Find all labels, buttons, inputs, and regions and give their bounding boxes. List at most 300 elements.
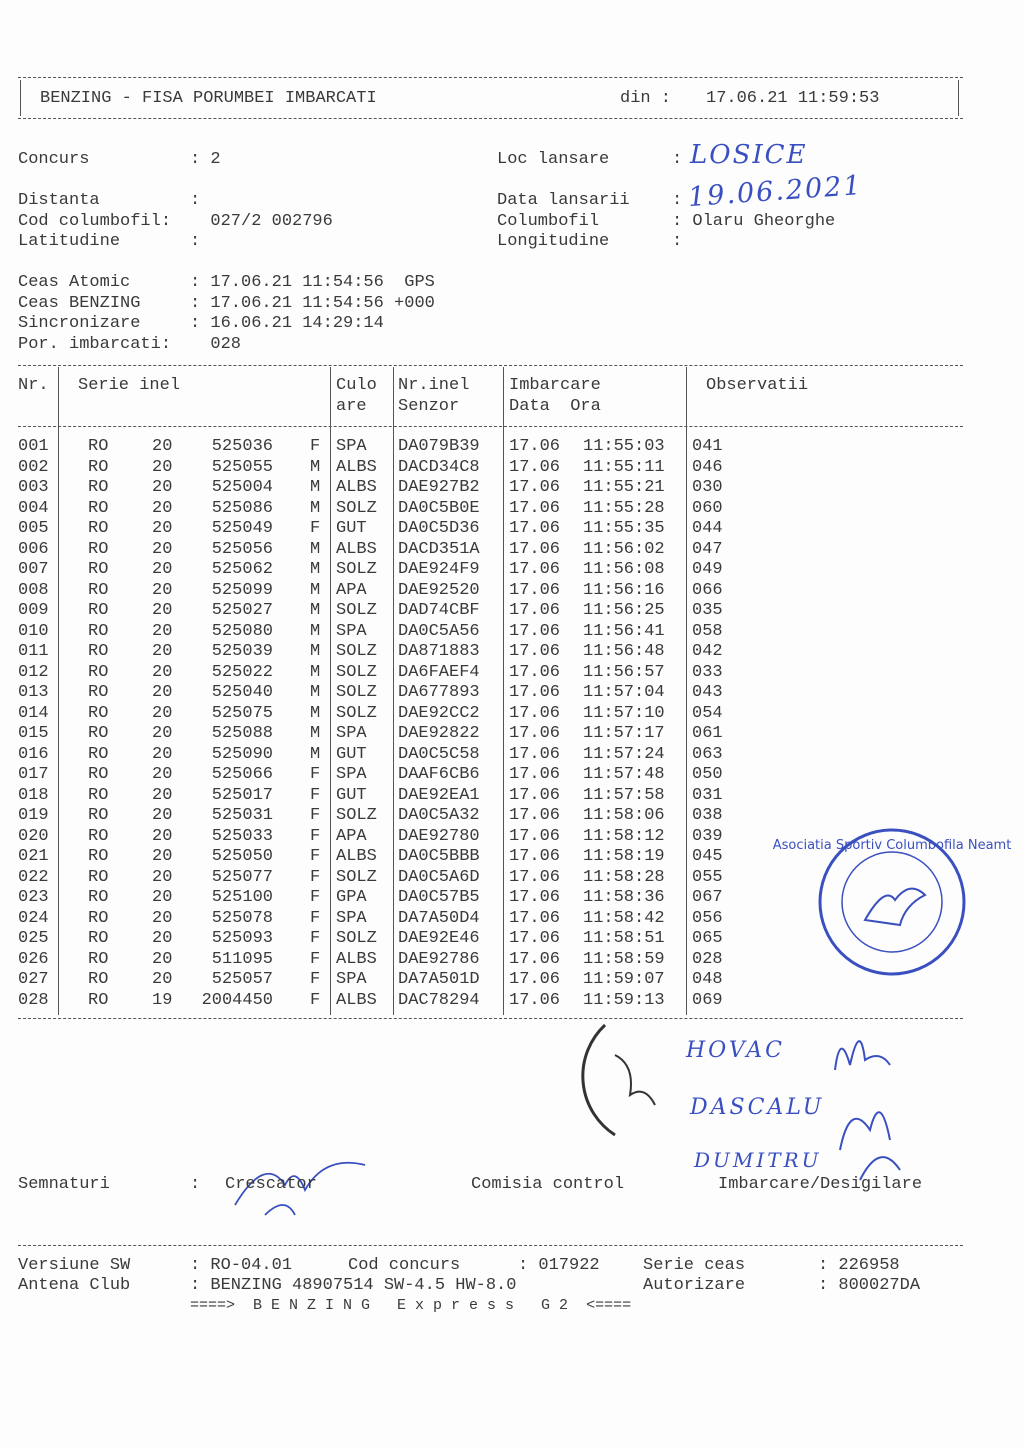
cell-sex: M — [310, 724, 321, 743]
loc-label: Loc lansare — [497, 150, 610, 169]
cod-value: 027/2 002796 — [210, 212, 333, 231]
cell-year: 20 — [152, 806, 173, 825]
cell-senzor: DAE92780 — [398, 826, 480, 846]
cell-observatii: 060 — [692, 498, 723, 518]
cell-culoare: ALBS — [336, 990, 377, 1010]
cell-data: 17.06 — [509, 621, 561, 641]
table-row — [0, 622, 1024, 642]
cell-year: 20 — [152, 744, 173, 764]
stamp-text: Asociatia Sportiv Columbofila Neamt — [772, 838, 1012, 853]
commission-name-1: HOVAC — [686, 1038, 785, 1063]
cell-culoare: APA — [336, 826, 367, 846]
cod-concurs-value: : 017922 — [518, 1256, 600, 1275]
cell-ora: 11:57:04 — [583, 683, 665, 702]
footer-divider — [18, 1245, 963, 1246]
cell-sex: M — [310, 621, 321, 641]
cell-data: 17.06 — [509, 929, 561, 948]
header-senzor: Senzor — [398, 397, 460, 416]
cell-data: 17.06 — [509, 519, 561, 538]
cell-country: RO — [88, 601, 109, 620]
cell-culoare: GUT — [336, 744, 367, 764]
cell-ora: 11:55:11 — [583, 457, 665, 477]
cell-nr: 005 — [18, 519, 49, 538]
table-row — [0, 704, 1024, 724]
cell-ring: 525056 — [211, 539, 273, 559]
document-title: BENZING - FISA PORUMBEI IMBARCATI — [40, 89, 377, 108]
cell-ring: 525086 — [211, 498, 273, 518]
versiune-value: : RO-04.01 — [190, 1256, 293, 1275]
cell-ring: 525099 — [211, 580, 273, 600]
cell-senzor: DAE924F9 — [398, 560, 480, 579]
crescator-label: Crescator — [225, 1175, 317, 1194]
cell-data: 17.06 — [509, 683, 561, 702]
cell-ora: 11:55:35 — [583, 519, 665, 538]
cell-ora: 11:58:59 — [583, 949, 665, 969]
cell-senzor: DA7A501D — [398, 970, 480, 989]
cell-data: 17.06 — [509, 580, 561, 600]
cell-data: 17.06 — [509, 908, 561, 928]
divider — [20, 80, 21, 116]
cell-country: RO — [88, 437, 109, 456]
cell-sex: M — [310, 703, 321, 723]
longitudine-colon: : — [672, 232, 683, 251]
cell-country: RO — [88, 683, 109, 702]
cell-year: 20 — [152, 457, 173, 477]
cell-ora: 11:56:48 — [583, 642, 665, 661]
cell-country: RO — [88, 519, 109, 538]
header-imbarcare: Imbarcare — [509, 376, 601, 395]
cell-country: RO — [88, 724, 109, 743]
benzing-express-banner: ====> B E N Z I N G E x p r e s s G 2 <==== — [190, 1297, 632, 1314]
cell-observatii: 041 — [692, 437, 723, 456]
distanta-colon: : — [190, 191, 201, 210]
cell-year: 20 — [152, 437, 173, 456]
din-value: 17.06.21 11:59:53 — [706, 89, 880, 108]
cell-ring: 525040 — [211, 683, 273, 702]
cell-ring: 525080 — [211, 621, 273, 641]
cell-nr: 008 — [18, 580, 49, 600]
cell-sex: M — [310, 683, 321, 702]
commission-name-2: DASCALU — [690, 1095, 825, 1120]
cell-culoare: SOLZ — [336, 601, 377, 620]
concurs-value: : 2 — [190, 150, 221, 169]
cell-ora: 11:58:12 — [583, 826, 665, 846]
imbarcati-value: 028 — [210, 335, 242, 354]
cell-country: RO — [88, 642, 109, 661]
cell-ring: 525066 — [211, 765, 273, 784]
serie-ceas-value: : 226958 — [818, 1256, 900, 1275]
cell-culoare: ALBS — [336, 478, 377, 497]
cell-ora: 11:59:13 — [583, 990, 665, 1010]
cell-nr: 024 — [18, 908, 49, 928]
latitudine-label: Latitudine — [18, 232, 121, 251]
cell-country: RO — [88, 621, 109, 641]
cell-sex: F — [310, 765, 321, 784]
cell-observatii: 058 — [692, 621, 723, 641]
cell-ora: 11:58:28 — [583, 867, 665, 887]
cell-senzor: DA871883 — [398, 642, 480, 661]
cell-ring: 525027 — [211, 601, 273, 620]
table-row — [0, 519, 1024, 539]
cell-observatii: 048 — [692, 970, 723, 989]
header-culoare-2: are — [336, 397, 367, 416]
cell-ring: 525039 — [211, 642, 273, 661]
cell-culoare: GUT — [336, 785, 367, 805]
cell-culoare: SPA — [336, 724, 367, 743]
cell-year: 20 — [152, 765, 173, 784]
cell-data: 17.06 — [509, 744, 561, 764]
cell-year: 20 — [152, 949, 173, 969]
cell-culoare: SOLZ — [336, 498, 377, 518]
cell-ring: 525090 — [211, 744, 273, 764]
table-row — [0, 765, 1024, 785]
cell-culoare: ALBS — [336, 539, 377, 559]
cell-observatii: 049 — [692, 560, 723, 579]
data-lansarii-label: Data lansarii — [497, 191, 630, 210]
cell-year: 20 — [152, 908, 173, 928]
cell-ora: 11:56:02 — [583, 539, 665, 559]
cell-nr: 019 — [18, 806, 49, 825]
cell-sex: M — [310, 457, 321, 477]
cell-ora: 11:58:36 — [583, 888, 665, 907]
serie-ceas-label: Serie ceas — [643, 1256, 746, 1275]
cell-country: RO — [88, 457, 109, 477]
header-observatii: Observatii — [706, 376, 809, 395]
distanta-label: Distanta — [18, 191, 100, 210]
cell-ora: 11:58:51 — [583, 929, 665, 948]
cell-observatii: 050 — [692, 765, 723, 784]
cell-country: RO — [88, 847, 109, 866]
cell-nr: 004 — [18, 498, 49, 518]
cell-sex: F — [310, 806, 321, 825]
cell-observatii: 046 — [692, 457, 723, 477]
cell-observatii: 069 — [692, 990, 723, 1010]
cell-data: 17.06 — [509, 847, 561, 866]
ceas-atomic-label: Ceas Atomic — [18, 273, 131, 292]
cell-nr: 012 — [18, 662, 49, 682]
cell-data: 17.06 — [509, 437, 561, 456]
cell-observatii: 063 — [692, 744, 723, 764]
cell-observatii: 039 — [692, 826, 723, 846]
header-nr-inel: Nr.inel — [398, 376, 470, 395]
autorizare-value: : 800027DA — [818, 1276, 921, 1295]
cell-ora: 11:59:07 — [583, 970, 665, 989]
cell-sex: F — [310, 785, 321, 805]
ceas-atomic-wrap: : 17.06.21 11:54:56 GPS — [190, 273, 435, 292]
cell-nr: 023 — [18, 888, 49, 907]
cell-observatii: 054 — [692, 703, 723, 723]
cell-year: 20 — [152, 498, 173, 518]
table-row — [0, 806, 1024, 826]
cell-culoare: SOLZ — [336, 683, 377, 702]
cell-data: 17.06 — [509, 806, 561, 825]
cell-observatii: 030 — [692, 478, 723, 497]
cell-observatii: 038 — [692, 806, 723, 825]
table-row — [0, 437, 1024, 457]
cell-sex: M — [310, 498, 321, 518]
cell-ring: 525004 — [211, 478, 273, 497]
cell-data: 17.06 — [509, 785, 561, 805]
cell-sex: F — [310, 867, 321, 887]
cell-data: 17.06 — [509, 601, 561, 620]
ceas-atomic-value: 17.06.21 11:54:56 GPS — [210, 273, 435, 292]
cell-year: 20 — [152, 929, 173, 948]
ceas-benzing-label: Ceas BENZING — [18, 294, 141, 313]
cell-data: 17.06 — [509, 662, 561, 682]
table-top-divider — [18, 365, 963, 366]
cell-observatii: 042 — [692, 642, 723, 661]
cell-senzor: DAE92822 — [398, 724, 480, 743]
cell-ring: 525050 — [211, 847, 273, 866]
cell-nr: 025 — [18, 929, 49, 948]
cell-year: 20 — [152, 785, 173, 805]
cell-ring: 525033 — [211, 826, 273, 846]
cell-country: RO — [88, 744, 109, 764]
cell-data: 17.06 — [509, 539, 561, 559]
table-row — [0, 478, 1024, 498]
cell-data: 17.06 — [509, 826, 561, 846]
cell-data: 17.06 — [509, 703, 561, 723]
cell-ring: 525100 — [211, 888, 273, 907]
cell-ora: 11:57:58 — [583, 785, 665, 805]
cell-ring: 525075 — [211, 703, 273, 723]
data-lansarii-handwritten: 19.06.2021 — [687, 169, 864, 214]
cell-senzor: DAE92E46 — [398, 929, 480, 948]
cod-concurs-label: Cod concurs — [348, 1256, 461, 1275]
cell-sex: F — [310, 908, 321, 928]
cell-ora: 11:56:08 — [583, 560, 665, 579]
cell-ora: 11:57:17 — [583, 724, 665, 743]
cell-observatii: 035 — [692, 601, 723, 620]
cell-country: RO — [88, 478, 109, 497]
comisia-label: Comisia control — [471, 1175, 625, 1194]
table-row — [0, 786, 1024, 806]
cell-year: 20 — [152, 642, 173, 661]
cell-observatii: 028 — [692, 949, 723, 969]
cell-observatii: 047 — [692, 539, 723, 559]
cell-ring: 525055 — [211, 457, 273, 477]
cell-country: RO — [88, 826, 109, 846]
divider — [18, 118, 963, 119]
cell-culoare: SPA — [336, 765, 367, 784]
cell-ring: 525031 — [211, 806, 273, 825]
cell-nr: 027 — [18, 970, 49, 989]
cell-country: RO — [88, 929, 109, 948]
cell-senzor: DA0C5D36 — [398, 519, 480, 538]
cell-country: RO — [88, 662, 109, 682]
cell-observatii: 044 — [692, 519, 723, 538]
cell-culoare: SPA — [336, 437, 367, 456]
cell-sex: M — [310, 601, 321, 620]
cell-year: 19 — [152, 990, 173, 1010]
cell-ring: 525036 — [211, 437, 273, 456]
cell-sex: M — [310, 539, 321, 559]
cell-sex: M — [310, 580, 321, 600]
longitudine-label: Longitudine — [497, 232, 610, 251]
cell-observatii: 067 — [692, 888, 723, 907]
cell-senzor: DAC78294 — [398, 990, 480, 1010]
data-colon: : — [672, 191, 683, 210]
cell-country: RO — [88, 765, 109, 784]
cod-value-wrap — [190, 212, 333, 232]
cell-sex: F — [310, 949, 321, 969]
semnaturi-colon: : — [190, 1175, 201, 1194]
commission-signatures — [820, 1010, 930, 1190]
table-row — [0, 601, 1024, 621]
cell-year: 20 — [152, 539, 173, 559]
cell-ora: 11:55:21 — [583, 478, 665, 497]
cell-nr: 010 — [18, 621, 49, 641]
cell-data: 17.06 — [509, 642, 561, 661]
dove-icon — [865, 889, 925, 925]
table-row — [0, 560, 1024, 580]
cell-sex: F — [310, 929, 321, 948]
cell-ora: 11:57:10 — [583, 703, 665, 723]
cell-senzor: DA7A50D4 — [398, 908, 480, 928]
cell-year: 20 — [152, 621, 173, 641]
cell-nr: 022 — [18, 867, 49, 887]
cell-year: 20 — [152, 867, 173, 887]
cell-observatii: 056 — [692, 908, 723, 928]
cell-nr: 006 — [18, 539, 49, 559]
cell-culoare: SPA — [336, 970, 367, 989]
cell-year: 20 — [152, 478, 173, 497]
sincronizare-value: 16.06.21 14:29:14 — [210, 314, 384, 333]
cell-culoare: SOLZ — [336, 642, 377, 661]
cell-ring: 525078 — [211, 908, 273, 928]
table-header-divider — [18, 426, 963, 427]
header-data-ora: Data Ora — [509, 397, 601, 416]
cell-ring: 525077 — [211, 867, 273, 887]
cell-culoare: SOLZ — [336, 929, 377, 948]
cell-year: 20 — [152, 560, 173, 579]
imbarcati-label: Por. imbarcati: — [18, 335, 172, 354]
cell-sex: M — [310, 662, 321, 682]
cell-senzor: DA0C5A56 — [398, 621, 480, 641]
cell-nr: 021 — [18, 847, 49, 866]
cell-culoare: ALBS — [336, 949, 377, 969]
cell-nr: 009 — [18, 601, 49, 620]
table-row — [0, 458, 1024, 478]
cell-senzor: DAE92CC2 — [398, 703, 480, 723]
cell-senzor: DACD34C8 — [398, 457, 480, 477]
imbarcare-desigilare-label: Imbarcare/Desigilare — [718, 1175, 923, 1194]
cell-country: RO — [88, 888, 109, 907]
sincronizare-wrap: : 16.06.21 14:29:14 — [190, 314, 384, 333]
cell-culoare: SOLZ — [336, 703, 377, 723]
cell-ora: 11:58:42 — [583, 908, 665, 928]
cell-senzor: DAD74CBF — [398, 601, 480, 620]
versiune-label: Versiune SW — [18, 1256, 131, 1275]
cell-ora: 11:56:16 — [583, 580, 665, 600]
cell-observatii: 061 — [692, 724, 723, 743]
cell-senzor: DA677893 — [398, 683, 480, 702]
cell-ora: 11:57:24 — [583, 744, 665, 764]
sincronizare-label: Sincronizare — [18, 314, 141, 333]
cell-ring: 525017 — [211, 785, 273, 805]
cell-ring: 525062 — [211, 560, 273, 579]
cell-country: RO — [88, 703, 109, 723]
cell-senzor: DA0C5C58 — [398, 744, 480, 764]
divider — [958, 80, 959, 116]
cell-senzor: DA0C5A32 — [398, 806, 480, 825]
cell-year: 20 — [152, 601, 173, 620]
cell-sex: M — [310, 478, 321, 497]
stamp-partial — [585, 1015, 695, 1145]
header-nr: Nr. — [18, 376, 49, 395]
table-row — [0, 683, 1024, 703]
cell-culoare: ALBS — [336, 847, 377, 866]
table-row — [0, 991, 1024, 1011]
cell-ora: 11:55:03 — [583, 437, 665, 456]
cell-country: RO — [88, 867, 109, 887]
ceas-benzing-wrap: : 17.06.21 11:54:56 +000 — [190, 294, 435, 313]
loc-value-handwritten: LOSICE — [690, 140, 808, 170]
cell-sex: F — [310, 970, 321, 989]
cell-ring: 525088 — [211, 724, 273, 743]
loc-colon: : — [672, 150, 683, 169]
cell-year: 20 — [152, 847, 173, 866]
cell-senzor: DA0C57B5 — [398, 888, 480, 907]
cell-senzor: DA6FAEF4 — [398, 662, 480, 682]
dove-icon — [615, 1055, 655, 1105]
imbarcati-wrap — [190, 335, 241, 355]
table-row — [0, 663, 1024, 683]
cell-observatii: 055 — [692, 867, 723, 887]
cell-senzor: DAE927B2 — [398, 478, 480, 497]
cell-year: 20 — [152, 580, 173, 600]
table-row — [0, 540, 1024, 560]
association-stamp — [772, 825, 1012, 980]
cell-observatii: 033 — [692, 662, 723, 682]
cell-observatii: 066 — [692, 580, 723, 600]
cell-data: 17.06 — [509, 765, 561, 784]
cell-senzor: DAAF6CB6 — [398, 765, 480, 784]
cell-year: 20 — [152, 683, 173, 702]
cell-country: RO — [88, 498, 109, 518]
concurs-number: 2 — [210, 150, 221, 169]
table-row — [0, 499, 1024, 519]
cell-country: RO — [88, 908, 109, 928]
cell-country: RO — [88, 806, 109, 825]
cell-year: 20 — [152, 519, 173, 538]
cell-senzor: DAE92786 — [398, 949, 480, 969]
cell-sex: M — [310, 744, 321, 764]
cell-senzor: DA0C5A6D — [398, 867, 480, 887]
cell-culoare: APA — [336, 580, 367, 600]
table-row — [0, 745, 1024, 765]
header-culoare: Culo — [336, 376, 377, 395]
cell-culoare: SOLZ — [336, 662, 377, 682]
cell-culoare: SPA — [336, 908, 367, 928]
cell-nr: 028 — [18, 990, 49, 1010]
cell-sex: M — [310, 560, 321, 579]
cell-ora: 11:55:28 — [583, 498, 665, 518]
cell-culoare: SPA — [336, 621, 367, 641]
cell-ora: 11:56:25 — [583, 601, 665, 620]
cell-data: 17.06 — [509, 990, 561, 1010]
cell-data: 17.06 — [509, 560, 561, 579]
cell-senzor: DAE92520 — [398, 580, 480, 600]
cell-nr: 001 — [18, 437, 49, 456]
cell-data: 17.06 — [509, 970, 561, 989]
concurs-label: Concurs — [18, 150, 90, 169]
cell-senzor: DA079B39 — [398, 437, 480, 456]
cell-year: 20 — [152, 826, 173, 846]
cell-ora: 11:58:19 — [583, 847, 665, 866]
ceas-benzing-value: 17.06.21 11:54:56 +000 — [210, 294, 435, 313]
cell-senzor: DA0C5BBB — [398, 847, 480, 866]
